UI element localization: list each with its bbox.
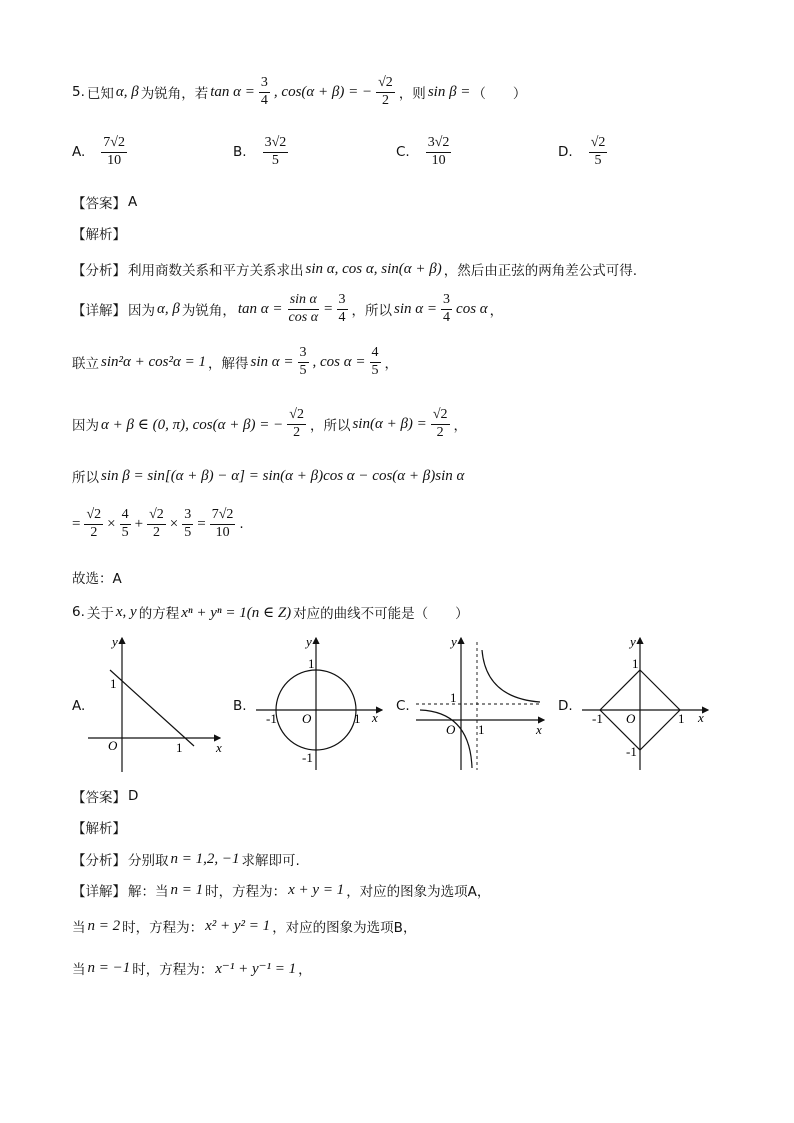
q6-line1 xyxy=(72,880,490,900)
math: n = 1,2, −1 xyxy=(170,850,240,867)
math: cos α xyxy=(456,300,488,317)
math: = xyxy=(324,300,333,317)
q5-analysis-tag: 【解析】 xyxy=(72,227,126,243)
fraction: $\frac{3}{5}$ xyxy=(184,507,192,540)
q6-option-c-label[interactable]: C. xyxy=(396,698,410,714)
q5-stem-vars: α, β xyxy=(115,83,139,100)
text: . xyxy=(239,516,244,533)
y-label: y xyxy=(306,634,312,649)
math: x + y = 1 xyxy=(288,881,345,898)
math: , cos α = xyxy=(312,353,366,370)
tick-label: 1 xyxy=(478,722,485,737)
origin-label: O xyxy=(626,711,636,726)
math: sin(α + β) = xyxy=(352,415,427,432)
x-label: x xyxy=(536,722,542,737)
text: 对应的曲线不可能是（ ） xyxy=(293,606,469,622)
fraction: $\frac{3}{5}$ xyxy=(299,345,307,378)
text: 联立 xyxy=(72,356,99,373)
text: 为锐角， xyxy=(181,303,236,320)
text: 当 xyxy=(72,920,86,936)
fenxi-math: sin α, cos α, sin(α + β) xyxy=(305,260,442,277)
math: n = −1 xyxy=(87,959,131,976)
fraction: $\frac{4}{5}$ xyxy=(121,507,129,540)
fraction: $\frac{√2}{2}$ xyxy=(432,407,448,440)
tick-label: -1 xyxy=(592,711,603,726)
text: 因为 xyxy=(128,303,155,320)
curve-branch-lower xyxy=(420,710,472,768)
q5-option-b[interactable] xyxy=(233,136,290,168)
tick-label: -1 xyxy=(266,711,277,726)
q5-final: 故选：A xyxy=(72,571,122,587)
tick-label: 1 xyxy=(176,740,183,755)
q5-tan-fraction: $\frac{3}{4}$ xyxy=(260,75,268,108)
fraction: $\frac{√2}{2}$ xyxy=(289,407,304,440)
q5-ask: sin β = xyxy=(427,83,471,100)
math: × xyxy=(107,515,116,532)
q5-answer xyxy=(72,192,137,212)
text: ，对应的图象为选项B， xyxy=(272,920,417,936)
q5-number: 5. xyxy=(72,84,85,101)
q5-cos-lhs: , cos(α + β) = − xyxy=(273,83,373,100)
xiangjie-tag: 【详解】 xyxy=(72,884,126,900)
math: sin α = xyxy=(250,353,294,370)
curve-branch-upper xyxy=(482,650,540,702)
q6-graph-c[interactable] xyxy=(414,632,554,774)
q5-line3 xyxy=(72,408,467,440)
q6-option-b-label[interactable]: B. xyxy=(233,698,247,714)
tick-label: 1 xyxy=(632,656,639,671)
option-fraction: $\frac{7√2}{10}$ xyxy=(103,135,125,168)
q6-line2 xyxy=(72,916,416,936)
q5-line2 xyxy=(72,346,398,378)
origin-label: O xyxy=(446,722,456,737)
text: 所以 xyxy=(72,470,99,486)
math: x, y xyxy=(115,603,137,620)
text: 分别取 xyxy=(128,853,169,869)
q5-stem-text: 已知 xyxy=(86,86,114,103)
math: xⁿ + yⁿ = 1(n ∈ Z) xyxy=(181,604,292,621)
x-label: x xyxy=(216,740,222,755)
text: ， xyxy=(453,418,467,435)
text: ，所以 xyxy=(309,418,351,435)
text: 解：当 xyxy=(128,884,169,900)
option-fraction: $\frac{3√2}{5}$ xyxy=(264,135,287,168)
q6-stem xyxy=(72,602,469,622)
xiangjie-tag: 【详解】 xyxy=(72,303,126,320)
text: 关于 xyxy=(86,606,114,622)
tick-label: -1 xyxy=(626,744,637,759)
tick-label: 1 xyxy=(110,676,117,691)
math: x² + y² = 1 xyxy=(205,917,271,934)
text: ， xyxy=(384,356,399,373)
fenxi-text: 利用商数关系和平方关系求出 xyxy=(128,263,304,279)
q5-line5 xyxy=(72,508,244,540)
q6-option-a-label[interactable]: A. xyxy=(72,698,86,714)
text: ， xyxy=(298,962,312,978)
q5-tan-lhs: tan α = xyxy=(210,83,255,100)
y-label: y xyxy=(451,634,457,649)
q5-fenxi xyxy=(72,259,637,279)
answer-tag: 【答案】 xyxy=(72,790,126,806)
option-label: C. xyxy=(396,144,410,161)
fenxi-text: ，然后由正弦的两角差公式可得. xyxy=(443,263,638,279)
math: α, β xyxy=(157,300,180,317)
sin-over-cos: $\frac{\text{sin α}}{\text{cos α}}$ xyxy=(288,292,319,325)
text: 的方程 xyxy=(138,606,180,622)
text: ，所以 xyxy=(351,303,393,320)
q6-fenxi xyxy=(72,849,300,869)
q6-answer xyxy=(72,786,138,806)
fraction: $\frac{4}{5}$ xyxy=(371,345,379,378)
tick-label: -1 xyxy=(302,750,313,765)
option-fraction: $\frac{3√2}{10}$ xyxy=(427,135,450,168)
fraction: $\frac{3}{4}$ xyxy=(443,292,451,325)
math: tan α = xyxy=(237,300,283,317)
x-label: x xyxy=(698,710,704,725)
text: 时，方程为： xyxy=(132,962,214,978)
fraction: $\frac{3}{4}$ xyxy=(338,292,346,325)
tick-label: 1 xyxy=(678,711,685,726)
y-label: y xyxy=(112,634,118,649)
tick-label: 1 xyxy=(308,656,315,671)
origin-label: O xyxy=(302,711,312,726)
math: x⁻¹ + y⁻¹ = 1 xyxy=(215,960,297,977)
q5-stem xyxy=(72,76,526,108)
text: 求解即可. xyxy=(241,853,300,869)
text: ，解得 xyxy=(208,356,249,373)
text: 因为 xyxy=(72,418,99,435)
origin-label: O xyxy=(108,738,118,753)
q6-analysis-tag: 【解析】 xyxy=(72,821,126,837)
math: n = 1 xyxy=(170,881,204,898)
text: 时，方程为： xyxy=(205,884,287,900)
math: sin β = sin[(α + β) − α] = sin(α + β)cos α − cos(α + β)sin α xyxy=(101,467,465,484)
text: 当 xyxy=(72,962,86,978)
math: n = 2 xyxy=(87,917,121,934)
q6-option-d-label[interactable]: D. xyxy=(558,698,573,714)
x-label: x xyxy=(372,710,378,725)
q6-number: 6. xyxy=(72,604,85,620)
tick-label: 1 xyxy=(450,690,457,705)
option-label: B. xyxy=(233,144,247,161)
fenxi-tag: 【分析】 xyxy=(72,853,126,869)
answer-tag: 【答案】 xyxy=(72,196,126,212)
text: ， xyxy=(489,303,504,320)
fraction: $\frac{√2}{2}$ xyxy=(86,507,102,540)
q5-option-d[interactable] xyxy=(558,136,609,168)
option-label: D. xyxy=(558,144,573,161)
math: sin²α + cos²α = 1 xyxy=(101,353,206,370)
q5-option-c[interactable] xyxy=(396,136,453,168)
math: = xyxy=(72,515,81,532)
math: + xyxy=(134,515,144,532)
q5-stem-paren: （ ） xyxy=(472,86,527,103)
fraction: $\frac{√2}{2}$ xyxy=(149,507,164,540)
tick-label: 1 xyxy=(354,711,361,726)
text: ，对应的图象为选项A， xyxy=(346,884,491,900)
q5-line4 xyxy=(72,466,464,486)
q5-option-a[interactable] xyxy=(72,136,129,168)
q6-graph-a[interactable] xyxy=(88,632,228,774)
q6-graph-b[interactable] xyxy=(252,632,392,774)
q5-stem-text: ，则 xyxy=(398,86,426,103)
answer-value: D xyxy=(128,788,139,804)
q5-stem-text: 为锐角，若 xyxy=(140,86,209,103)
option-label: A. xyxy=(72,144,86,161)
q5-cos-fraction: $\frac{√2}{2}$ xyxy=(378,75,393,108)
y-label: y xyxy=(630,634,636,649)
text: 时，方程为： xyxy=(122,920,204,936)
fraction: $\frac{7√2}{10}$ xyxy=(211,507,234,540)
answer-value: A xyxy=(128,194,138,210)
math: = xyxy=(197,515,206,532)
q5-xiangjie-line1 xyxy=(72,293,503,325)
q6-graph-d[interactable] xyxy=(578,632,718,774)
option-fraction: $\frac{√2}{5}$ xyxy=(590,135,606,168)
fenxi-tag: 【分析】 xyxy=(72,263,126,279)
math: sin α = xyxy=(394,300,438,317)
math: × xyxy=(169,515,179,532)
q6-line3 xyxy=(72,958,312,978)
math: α + β ∈ (0, π), cos(α + β) = − xyxy=(101,416,284,433)
